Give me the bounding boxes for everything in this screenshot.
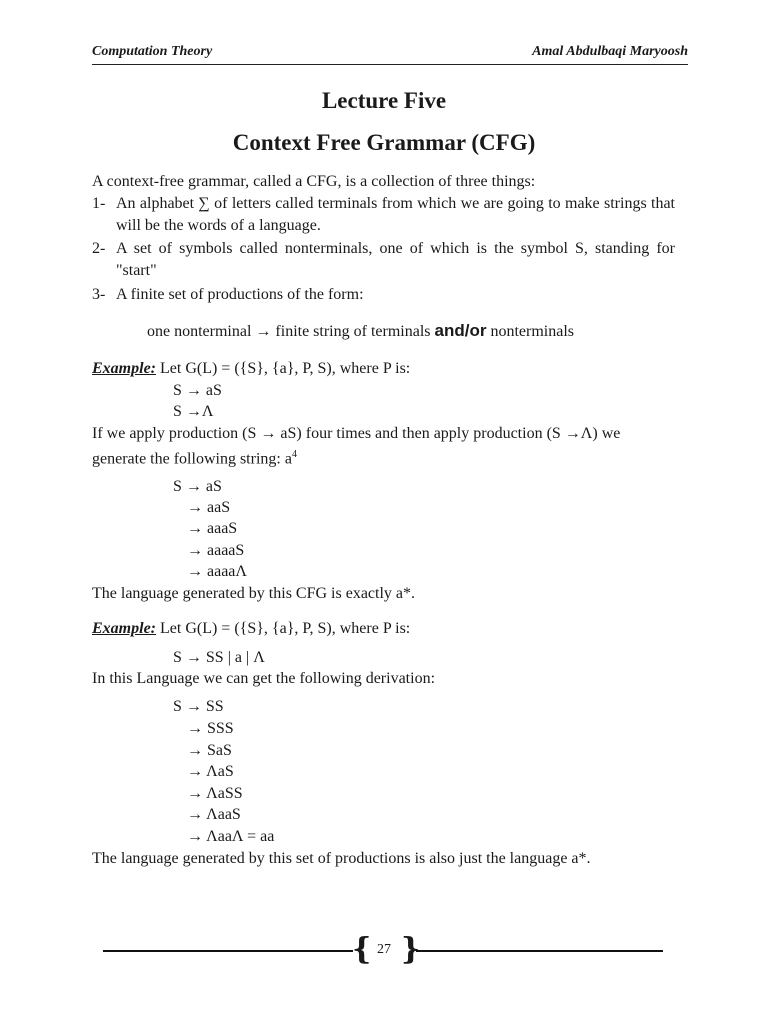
derivation-intro: In this Language we can get the following derivation: xyxy=(92,670,436,687)
list-item-text: A finite set of productions of the form: xyxy=(116,286,364,303)
left-brace-icon: { xyxy=(352,932,372,967)
production-rule: S → aS xyxy=(173,382,222,399)
example-1-conclusion: The language generated by this CFG is exactly a*. xyxy=(92,585,416,602)
list-item-number: 2- xyxy=(92,240,106,257)
derivation-step: S → aS xyxy=(173,478,222,495)
derivation-step: → ΛaaS xyxy=(187,806,241,823)
derivation-step: → ΛaaΛ = aa xyxy=(187,828,275,845)
page-number: 27 xyxy=(377,942,391,957)
example-label: Example: xyxy=(92,620,156,637)
production-form-bold: and/or xyxy=(434,321,487,340)
header-divider xyxy=(92,64,688,65)
derivation-step: → ΛaS xyxy=(187,763,234,780)
derivation-step: → aaS xyxy=(187,499,231,516)
page-header xyxy=(92,44,688,64)
list-item-number: 3- xyxy=(92,286,106,303)
derivation-step: → ΛaSS xyxy=(187,785,243,802)
production-rule: S →Λ xyxy=(173,403,214,420)
derivation-step: S → SS xyxy=(173,698,224,715)
example-grammar: Let G(L) = ({S}, {a}, P, S), where P is: xyxy=(156,360,411,377)
example-2-heading xyxy=(92,619,410,639)
exponent: 4 xyxy=(291,449,297,460)
intro-text: A context-free grammar, called a CFG, is a collection of three things: xyxy=(92,173,536,190)
list-item-text: An alphabet ∑ of letters called terminals from which we are going to make strings that will be the words of a language. xyxy=(116,195,675,234)
topic-title: Context Free Grammar (CFG) xyxy=(232,130,536,155)
apply-text-line xyxy=(92,445,297,469)
footer-rule-left xyxy=(103,950,353,952)
header-author: Amal Abdulbaqi Maryoosh xyxy=(532,44,688,59)
lecture-title: Lecture Five xyxy=(321,88,447,113)
example-label: Example: xyxy=(92,360,156,377)
list-item-number: 1- xyxy=(92,195,106,212)
derivation-step: → aaaaΛ xyxy=(187,563,248,580)
derivation-step: → aaaaS xyxy=(187,542,245,559)
production-form-start: one nonterminal → finite string of terminals xyxy=(147,323,435,340)
apply-text: generate the following string: a xyxy=(92,450,292,468)
header-course-title: Computation Theory xyxy=(92,44,213,59)
example-grammar: Let G(L) = ({S}, {a}, P, S), where P is: xyxy=(156,620,411,637)
production-rule: S → SS | a | Λ xyxy=(173,649,265,666)
production-form xyxy=(147,321,574,342)
list-item-text: A set of symbols called nonterminals, one of which is the symbol S, standing for "start" xyxy=(116,240,675,279)
derivation-step: → SaS xyxy=(187,742,232,759)
example-2-conclusion: The language generated by this set of productions is also just the language a*. xyxy=(92,850,591,867)
apply-text-line: If we apply production (S → aS) four times and then apply production (S →Λ) we xyxy=(92,425,621,442)
derivation-step: → SSS xyxy=(187,720,234,737)
derivation-step: → aaaS xyxy=(187,520,238,537)
footer-rule-right xyxy=(416,950,663,952)
example-1-heading xyxy=(92,359,410,379)
production-form-end: nonterminals xyxy=(486,323,574,340)
right-brace-icon: } xyxy=(401,932,421,967)
